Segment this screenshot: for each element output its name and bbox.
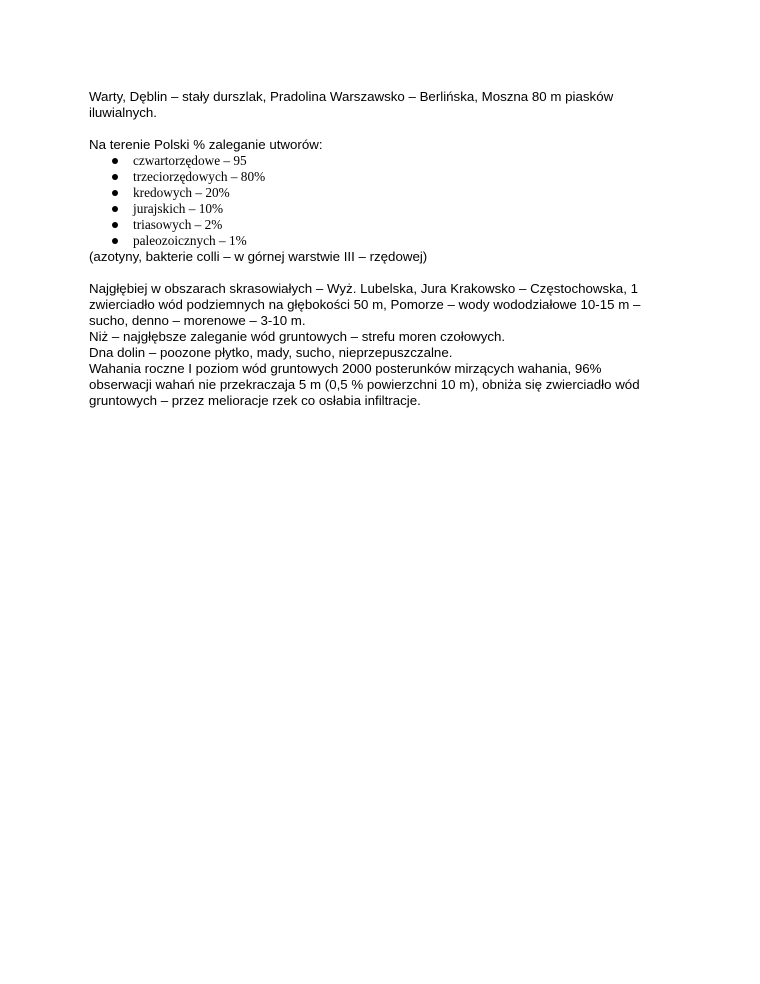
bullet-icon xyxy=(112,174,118,180)
list-intro: Na terenie Polski % zaleganie utworów: xyxy=(89,137,323,152)
list-item xyxy=(89,217,674,233)
list-item-text: triasowych – 2% xyxy=(133,217,223,232)
list-item-text: czwartorzędowe – 95 xyxy=(133,153,247,168)
list-item-text: paleozoicznych – 1% xyxy=(133,233,247,248)
paragraph-line: iluwialnych. xyxy=(89,105,157,120)
list-item xyxy=(89,201,674,217)
bullet-icon xyxy=(112,238,118,244)
paragraph-line: obserwacji wahań nie przekraczaja 5 m (0,5 % powierzchni 10 m), obniża się zwierciadło wód xyxy=(89,377,640,392)
paragraph-line: Najgłębiej w obszarach skrasowiałych – Wyż. Lubelska, Jura Krakowsko – Częstochowska, 1 xyxy=(89,281,638,296)
paragraph-line: Wahania roczne I poziom wód gruntowych 2000 posterunków mirzących wahania, 96% xyxy=(89,361,602,376)
list-item xyxy=(89,169,674,185)
paragraph-line: sucho, denno – morenowe – 3-10 m. xyxy=(89,313,306,328)
paragraph-spacer xyxy=(89,265,674,281)
bullet-icon xyxy=(112,206,118,212)
paragraph-line: zwierciadło wód podziemnych na głębokości 50 m, Pomorze – wody wododziałowe 10-15 m – xyxy=(89,297,641,312)
bullet-icon xyxy=(112,222,118,228)
document-body xyxy=(89,89,674,409)
bullet-icon xyxy=(112,158,118,164)
paragraph-line: Warty, Dęblin – stały durszlak, Pradolina Warszawsko – Berlińska, Moszna 80 m piasków xyxy=(89,89,614,104)
paragraph-line: Dna dolin – poozone płytko, mady, sucho, nieprzepuszczalne. xyxy=(89,345,453,360)
paragraph-line: gruntowych – przez melioracje rzek co osłabia infiltracje. xyxy=(89,393,421,408)
list-note: (azotyny, bakterie colli – w górnej warstwie III – rzędowej) xyxy=(89,249,428,264)
list-item-text: jurajskich – 10% xyxy=(133,201,224,216)
bullet-list xyxy=(89,153,674,249)
list-item xyxy=(89,153,674,169)
paragraph-spacer xyxy=(89,121,674,137)
paragraph-line: Niż – najgłębsze zaleganie wód gruntowych – strefu moren czołowych. xyxy=(89,329,506,344)
list-item xyxy=(89,233,674,249)
list-item xyxy=(89,185,674,201)
bullet-icon xyxy=(112,190,118,196)
list-item-text: trzeciorzędowych – 80% xyxy=(133,169,266,184)
list-item-text: kredowych – 20% xyxy=(133,185,230,200)
